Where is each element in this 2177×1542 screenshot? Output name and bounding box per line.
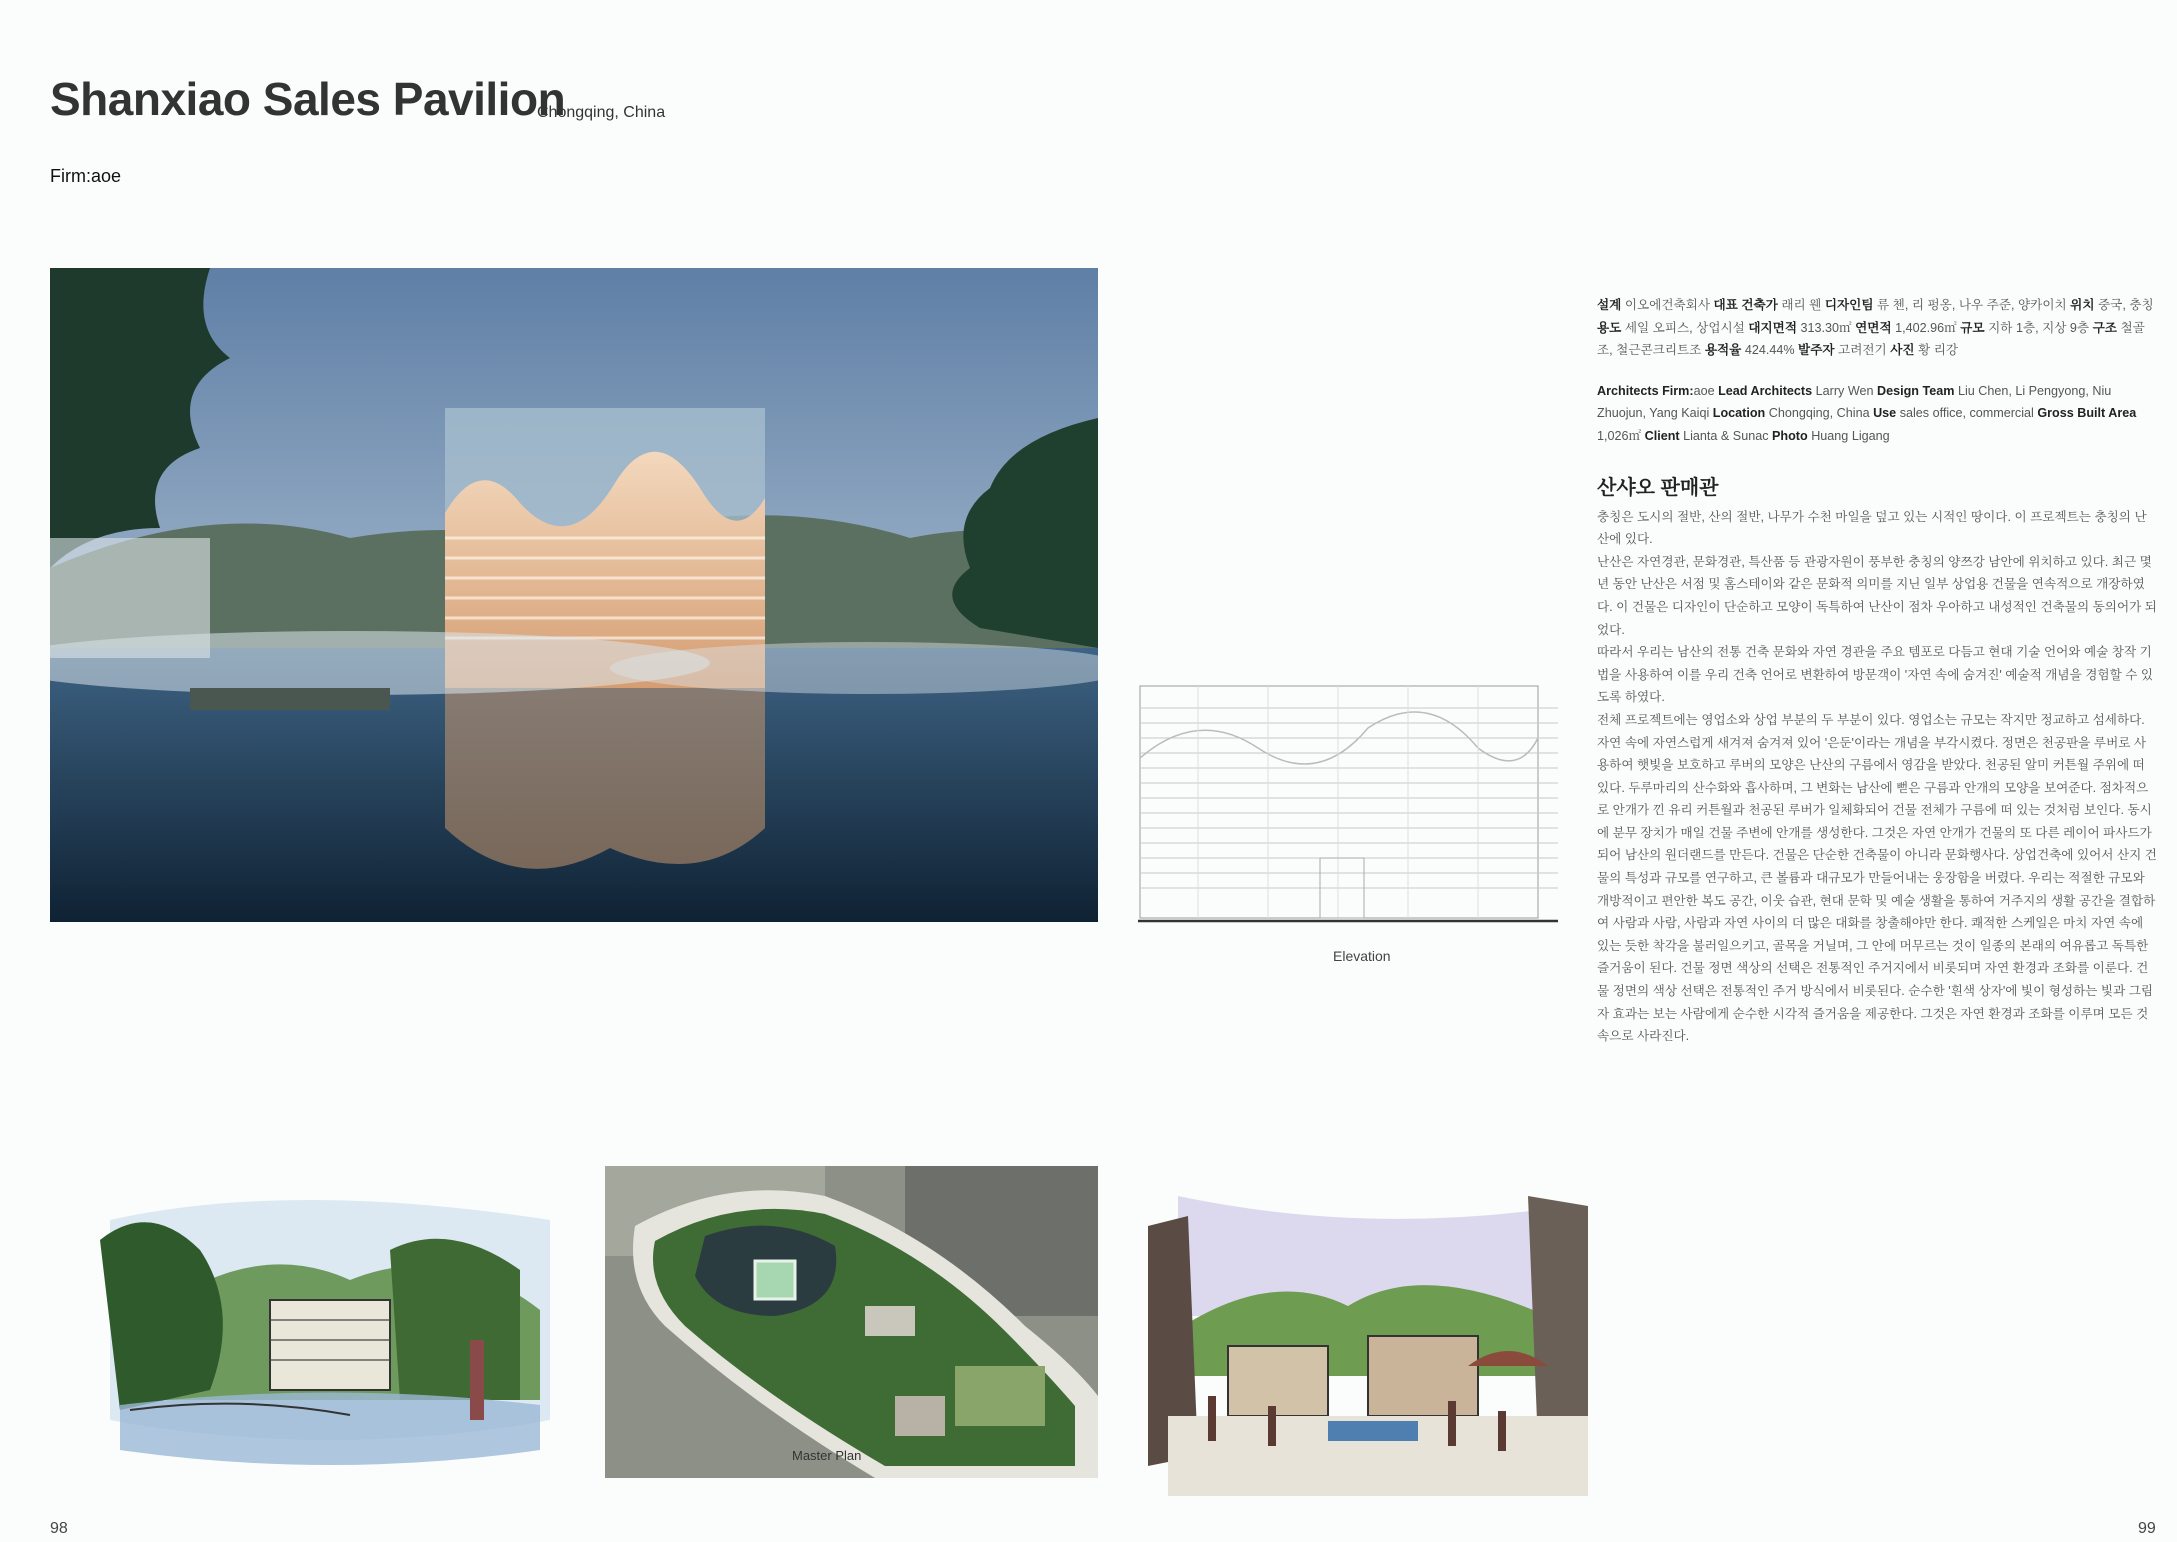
info-value: 철골조, 철근콘크리트조 [1597, 320, 2145, 358]
info-label: Lead Architects [1718, 383, 1813, 398]
info-value: Larry Wen [1815, 383, 1874, 398]
info-value: sales office, commercial [1899, 406, 2034, 421]
info-value: aoe [1693, 383, 1715, 398]
info-value: 313.30㎡ [1800, 320, 1852, 335]
page-number-left: 98 [50, 1520, 68, 1537]
project-location: Chongqing, China [537, 104, 666, 121]
body-paragraph: 전체 프로젝트에는 영업소와 상업 부분의 두 부분이 있다. 영업소는 규모는 작지만 정교하고 섬세하다. 자연 속에 자연스럽게 새겨져 숨겨져 있어 '은둔'이라는 개념을 부각시켰다. 정면은 천공판을 루버로 사용하여 햇빛을 보호하고 루버의 모양은 난산의 구름에서 영감을 받았다. 천공된 알미 커튼월 주위에 떠 있다. 두루마리의 산수화와 흡사하며, 그 변화는 남산에 뻗은 구름과 안개의 모양을 보여준다. 점차적으로 안개가 낀 유리 커튼월과 천공된 루버가 일체화되어 건물 전체가 구름에 떠 있는 것처럼 보인다. 동시에 분무 장치가 매일 건물 주변에 안개를 생성한다. 그것은 자연 안개가 건물의 또 다른 레이어 파사드가 되어 남산의 원더랜드를 만든다. 건물은 단순한 건축물이 아니라 문화행사다. 상업건축에 있어서 산지 건물의 특성과 규모를 연구하고, 큰 볼륨과 대규모가 만들어내는 웅장함을 버렸다. 우리는 적절한 규모와 개방적이고 편안한 복도 공간, 이웃 습관, 현대 문학 및 예술 생활을 통하여 거주지의 생활 공간을 결합하여 사람과 사람, 사람과 자연 사이의 더 많은 대화를 창출해야만 한다. 쾌적한 스케일은 마치 자연 속에 있는 듯한 착각을 불러일으키고, 골목을 거닐며, 그 안에 머무르는 것이 일종의 본래의 여유롭고 독특한 즐거움이 된다. 건물 정면 색상의 선택은 전통적인 주거지에서 비롯되며 자연 환경과 조화를 이룬다. 건물 정면의 색상 선택은 전통적인 주거 방식에서 비롯된다. 순수한 '흰색 상자'에 빛이 형성하는 빛과 그림자 효과는 보는 사람에게 순수한 시각적 즐거움을 제공한다. 그것은 자연 환경과 조화를 이루며 모든 것 속으로 사라진다. [1597, 712, 2157, 1044]
info-value: 424.44% [1744, 343, 1795, 358]
info-label: 규모 [1960, 320, 1985, 335]
project-info-english [1597, 380, 2157, 448]
info-label: 디자인팀 [1824, 298, 1874, 312]
info-label: 구조 [2092, 320, 2117, 335]
korean-section-title: 산샤오 판매관 [1597, 476, 1719, 499]
info-value: 래리 웬 [1781, 298, 1822, 312]
info-value: 1,026㎡ [1597, 428, 1642, 443]
body-paragraph: 따라서 우리는 남산의 전통 건축 문화와 자연 경관을 주요 템포로 다듬고 현대 기술 언어와 예술 창작 기법을 사용하여 이를 우리 건축 언어로 변환하여 방문객이 '자연 속에 숨겨진' 예술적 개념을 경험할 수 있도록 하였다. [1597, 645, 2154, 705]
info-value: Chongqing, China [1768, 406, 1870, 421]
info-label: 설계 [1597, 298, 1622, 312]
info-label: Use [1873, 406, 1897, 421]
info-label: 사진 [1890, 343, 1915, 358]
info-label: 용도 [1597, 320, 1622, 335]
info-value: 중국, 충칭 [2098, 298, 2154, 312]
elevation-drawing [1138, 678, 1558, 928]
info-label: 위치 [2070, 298, 2095, 312]
project-info-korean [1597, 294, 2157, 362]
info-label: 용적율 [1704, 343, 1742, 358]
info-label: Location [1712, 406, 1766, 421]
info-label: Client [1644, 428, 1680, 443]
info-value: 황 리강 [1918, 343, 1959, 358]
info-value: Huang Ligang [1811, 428, 1890, 443]
body-paragraph: 충칭은 도시의 절반, 산의 절반, 나무가 수천 마일을 덮고 있는 시적인 땅이다. 이 프로젝트는 충칭의 난산에 있다. [1597, 509, 2147, 547]
elevation-caption: Elevation [1333, 948, 1391, 964]
info-value: 류 첸, 리 펑옹, 나우 주준, 양카이치 [1877, 298, 2067, 312]
info-value: Liu Chen, Li Pengyong, Niu Zhuojun, Yang Kaiqi [1597, 383, 2112, 421]
info-label: Gross Built Area [2037, 406, 2137, 421]
watercolor-sketch-street [1148, 1196, 1588, 1496]
info-value: 1,402.96㎡ [1895, 320, 1957, 335]
info-value: 고려전기 [1838, 343, 1887, 358]
info-label: 대지면적 [1748, 320, 1798, 335]
info-label: 발주자 [1798, 343, 1835, 358]
info-value: 지하 1층, 지상 9층 [1988, 320, 2090, 335]
info-label: 연면적 [1855, 320, 1892, 335]
info-value: 이오에건축회사 [1624, 298, 1711, 312]
info-value: 세일 오피스, 상업시설 [1624, 320, 1745, 335]
info-label: Architects Firm: [1597, 383, 1694, 398]
info-label: Photo [1772, 428, 1808, 443]
info-label: 대표 건축가 [1713, 298, 1778, 312]
body-paragraph: 난산은 자연경관, 문화경관, 특산품 등 관광자원이 풍부한 충칭의 양쯔강 남안에 위치하고 있다. 최근 몇 년 동안 난산은 서점 및 홈스테이와 같은 문화적 의미를 지닌 일부 상업용 건물을 연속적으로 개장하였다. 이 건물은 디자인이 단순하고 모양이 독특하여 난산이 점차 우아하고 내성적인 건축물의 동의어가 되었다. [1597, 554, 2157, 637]
page-title: Shanxiao Sales Pavilion [50, 73, 566, 125]
master-plan-aerial [605, 1166, 1098, 1478]
info-label: Design Team [1876, 383, 1955, 398]
master-plan-caption: Master Plan [792, 1448, 862, 1463]
hero-photo [50, 268, 1098, 922]
project-text-column [1597, 294, 2157, 1048]
watercolor-sketch-pavilion [90, 1160, 560, 1490]
page-number-right: 99 [2138, 1520, 2156, 1537]
info-value: Lianta & Sunac [1683, 428, 1769, 443]
firm-label: Firm:aoe [50, 166, 122, 186]
